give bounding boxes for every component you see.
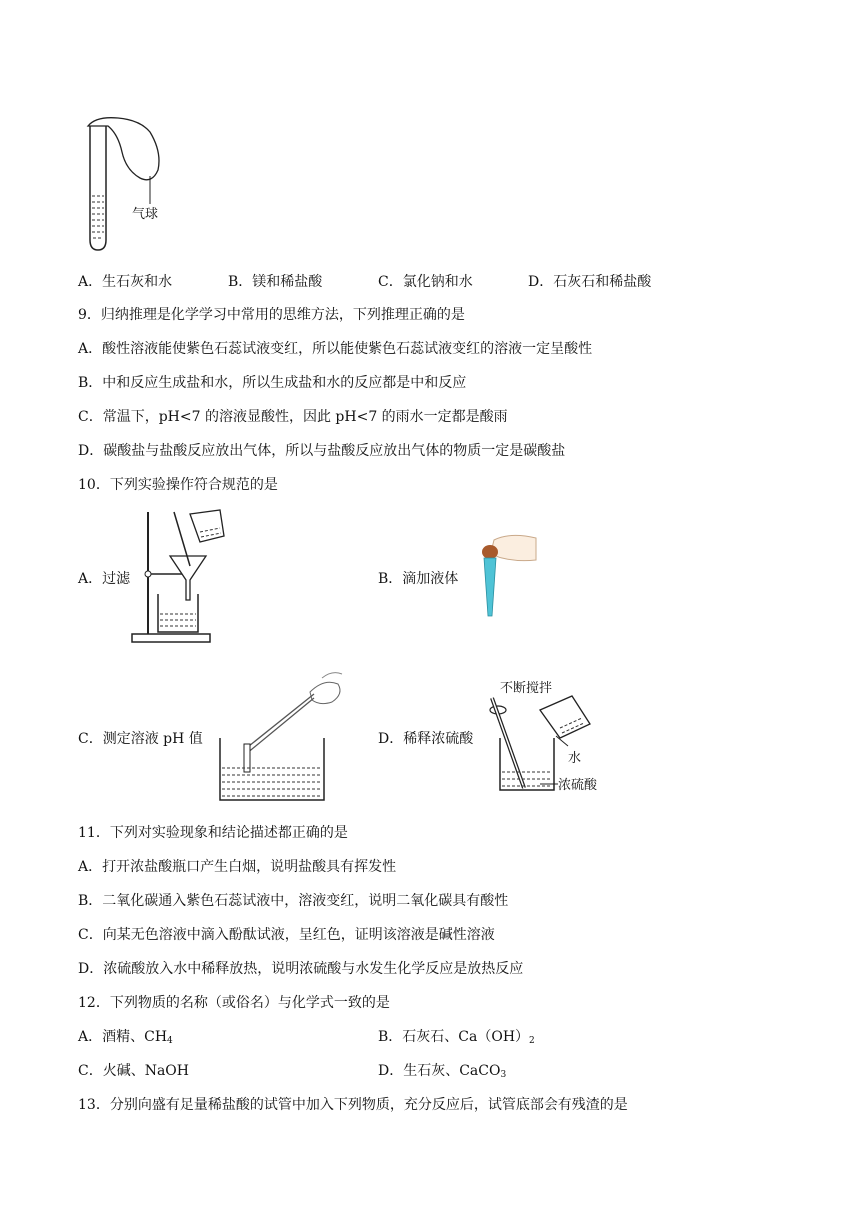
q12-stem: 12．下列物质的名称（或俗名）与化学式一致的是 <box>78 995 390 1011</box>
q11-option-b[interactable]: B．二氧化碳通入紫色石蕊试液中，溶液变红，说明二氧化碳具有酸性 <box>78 893 509 909</box>
q11-option-d[interactable]: D．浓硫酸放入水中稀释放热，说明浓硫酸与水发生化学反应是放热反应 <box>78 961 524 977</box>
balloon-label: 气球 <box>132 207 159 222</box>
q11-stem: 11．下列对实验现象和结论描述都正确的是 <box>78 825 348 841</box>
q8-option-c[interactable]: C．氯化钠和水 <box>378 274 473 290</box>
acid-label: 浓硫酸 <box>558 778 598 793</box>
q12-option-a-text: A．酒精、CH <box>78 1029 168 1045</box>
dropper-figure <box>470 530 540 620</box>
q10-option-b[interactable]: B．滴加液体 <box>378 571 459 587</box>
q12-option-c[interactable]: C．火碱、NaOH <box>78 1063 189 1079</box>
q11-option-c[interactable]: C．向某无色溶液中滴入酚酞试液，呈红色，证明该溶液是碱性溶液 <box>78 927 495 943</box>
q9-stem: 9．归纳推理是化学学习中常用的思维方法，下列推理正确的是 <box>78 307 465 323</box>
filtration-drawing <box>130 508 230 646</box>
q13-stem: 13．分别向盛有足量稀盐酸的试管中加入下列物质，充分反应后，试管底部会有残渣的是 <box>78 1097 628 1113</box>
test-tube-balloon-drawing <box>78 112 178 252</box>
q8-option-a[interactable]: A．生石灰和水 <box>78 274 173 290</box>
q9-option-d[interactable]: D．碳酸盐与盐酸反应放出气体，所以与盐酸反应放出气体的物质一定是碳酸盐 <box>78 443 566 459</box>
dilution-drawing <box>480 676 610 796</box>
q12-option-a-sub: 4 <box>167 1036 173 1046</box>
q10-option-d[interactable]: D．稀释浓硫酸 <box>378 731 474 747</box>
q11-option-a[interactable]: A．打开浓盐酸瓶口产生白烟，说明盐酸具有挥发性 <box>78 859 397 875</box>
q12-option-b[interactable] <box>378 1026 535 1046</box>
q9-option-a[interactable]: A．酸性溶液能使紫色石蕊试液变红，所以能使紫色石蕊试液变红的溶液一定呈酸性 <box>78 341 593 357</box>
q12-option-b-text: B．石灰石、Ca（OH） <box>378 1029 530 1045</box>
q10-option-c[interactable]: C．测定溶液 pH 值 <box>78 731 203 747</box>
ph-test-drawing <box>214 664 350 804</box>
q10-stem: 10．下列实验操作符合规范的是 <box>78 477 278 493</box>
q9-option-c[interactable]: C．常温下，pH<7 的溶液显酸性，因此 pH<7 的雨水一定都是酸雨 <box>78 409 508 425</box>
q12-option-d-sub: 3 <box>500 1070 507 1080</box>
q12-option-d[interactable] <box>378 1060 506 1080</box>
q12-option-b-sub: 2 <box>529 1036 535 1046</box>
q10-option-a[interactable]: A．过滤 <box>78 571 131 587</box>
q12-option-d-text: D．生石灰、CaCO <box>378 1063 501 1079</box>
q12-option-a[interactable] <box>78 1026 173 1046</box>
q8-option-d[interactable]: D．石灰石和稀盐酸 <box>528 274 652 290</box>
ph-test-figure <box>214 664 350 804</box>
water-label: 水 <box>568 751 582 766</box>
dropper-drawing <box>470 530 540 620</box>
filtration-figure <box>130 508 230 646</box>
q9-option-b[interactable]: B．中和反应生成盐和水，所以生成盐和水的反应都是中和反应 <box>78 375 467 391</box>
test-tube-balloon-figure <box>78 112 178 252</box>
q8-option-b[interactable]: B．镁和稀盐酸 <box>228 274 323 290</box>
stir-label: 不断搅拌 <box>500 681 553 696</box>
dilution-figure <box>480 676 610 796</box>
